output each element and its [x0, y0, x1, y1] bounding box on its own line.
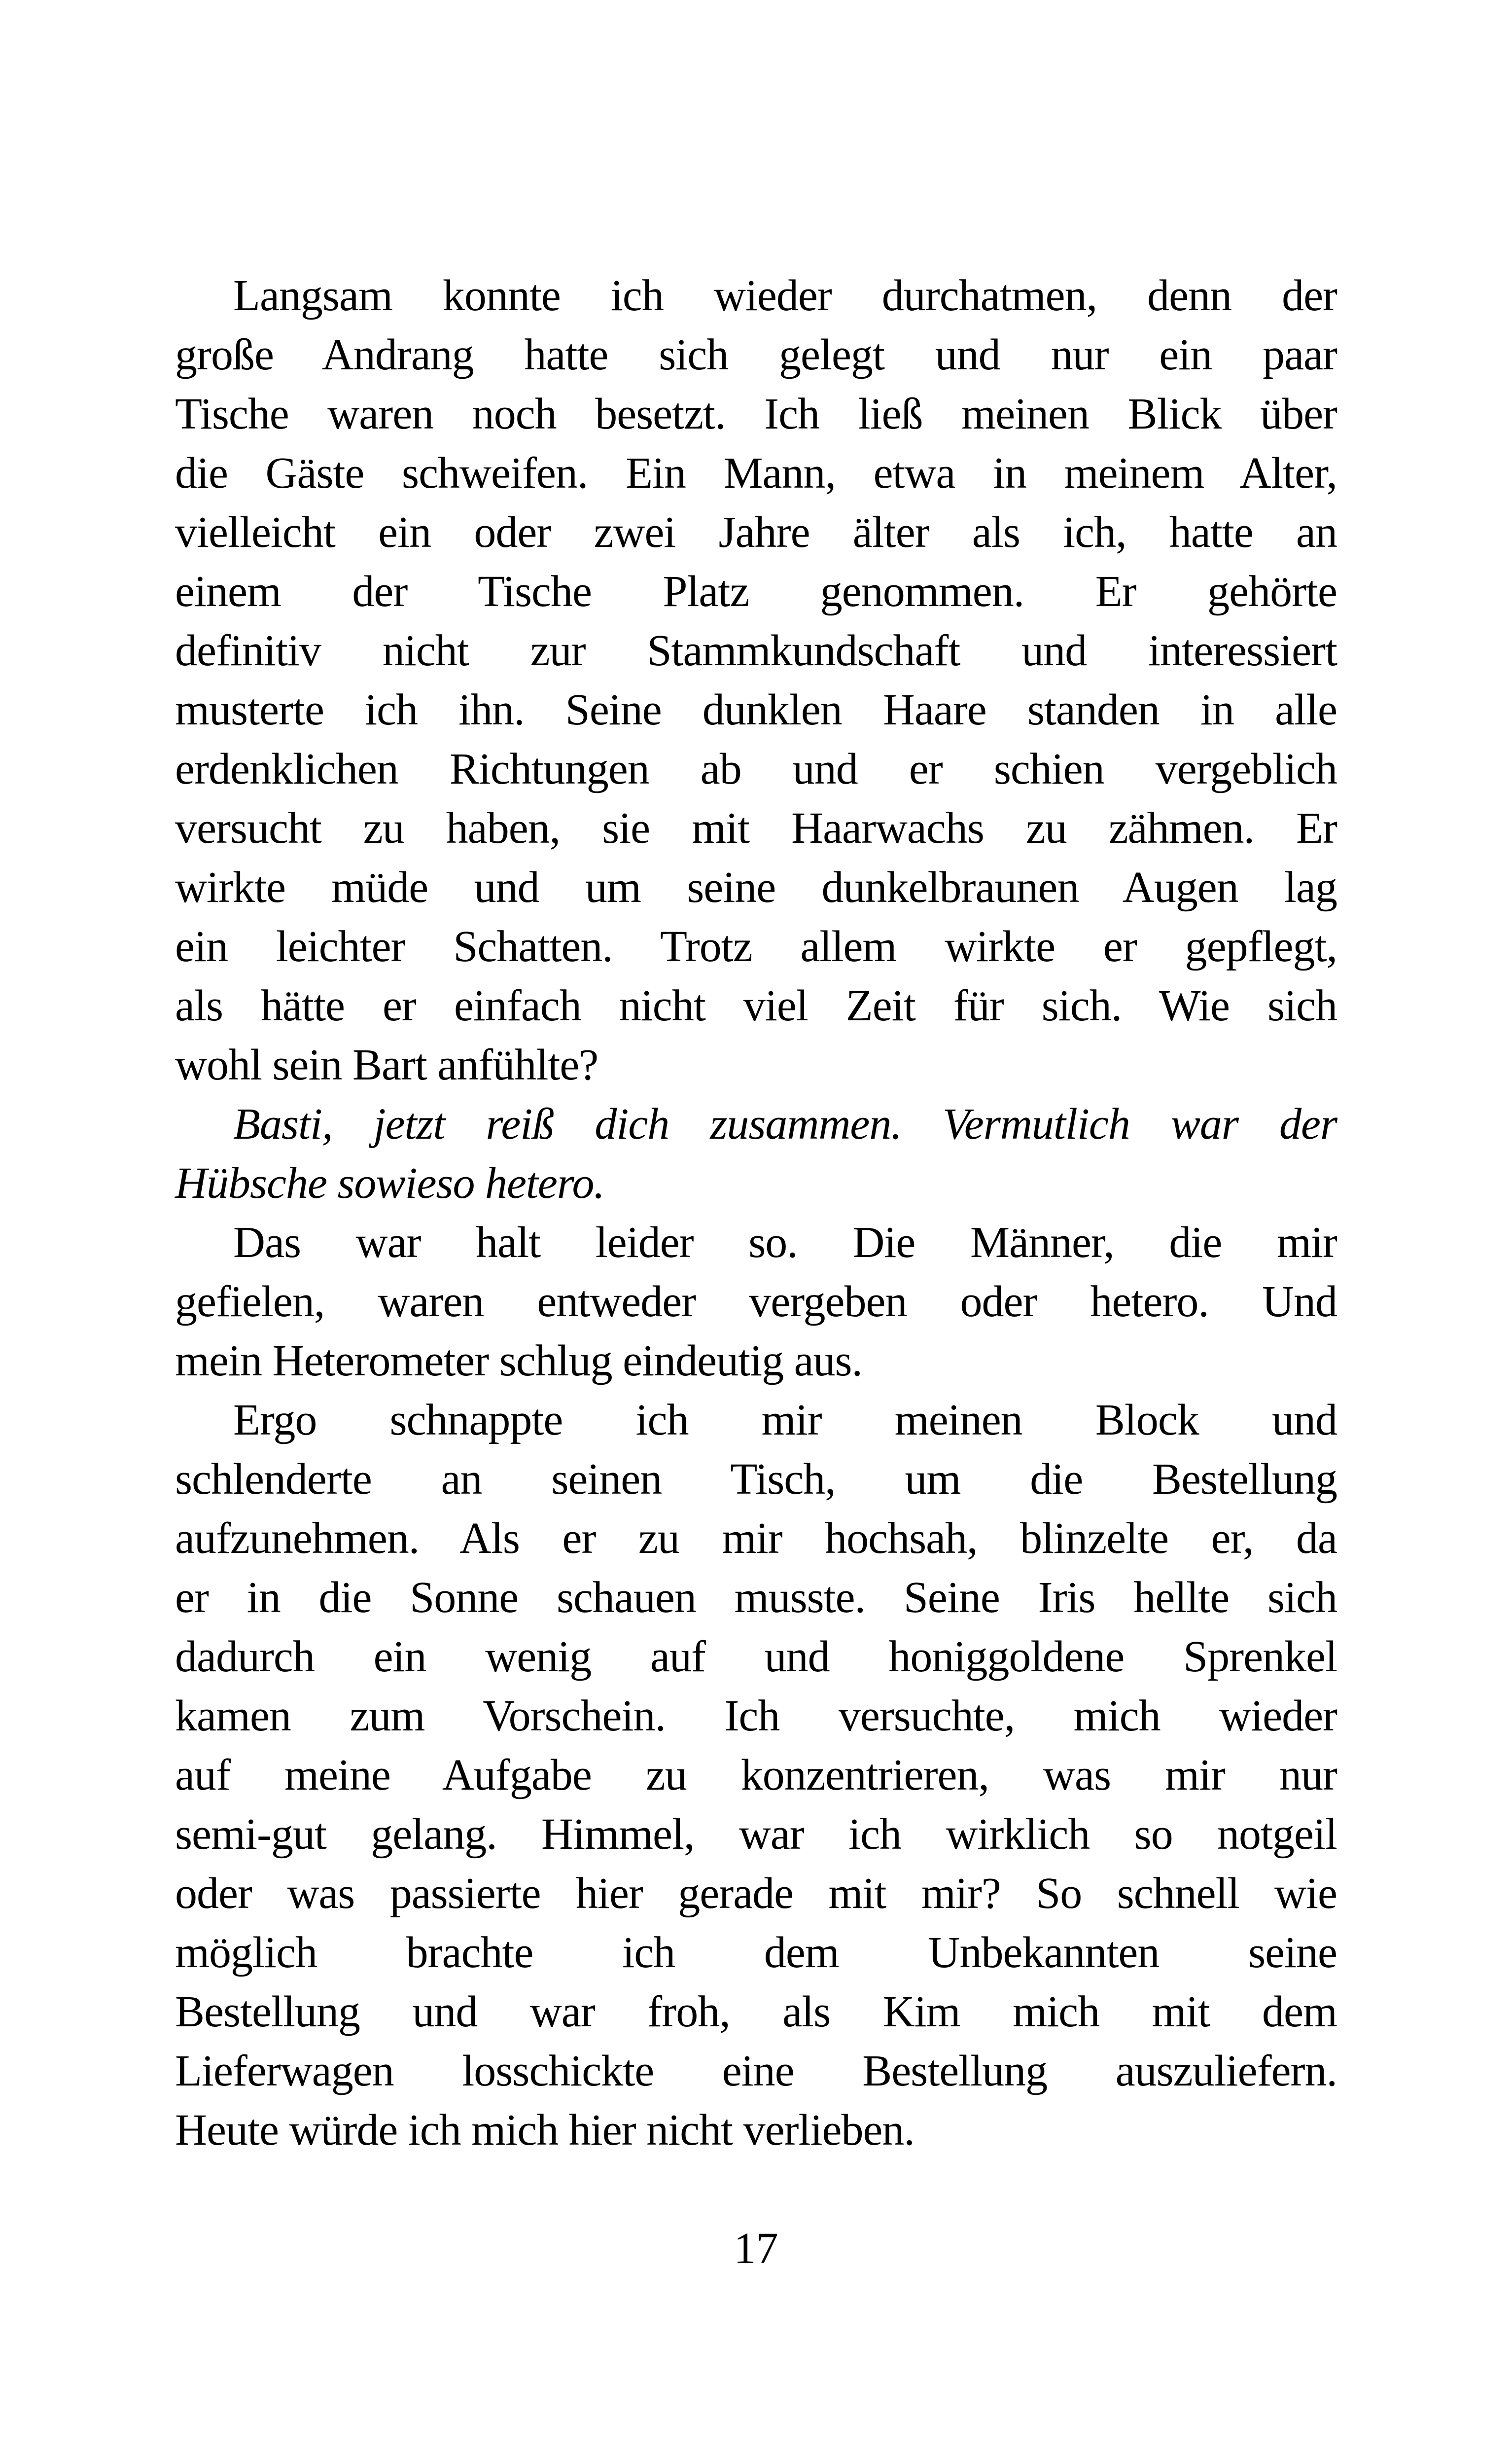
text-line: versucht zu haben, sie mit Haarwachs zu zähmen. Er	[175, 804, 1337, 853]
text-line: aufzunehmen. Als er zu mir hochsah, blinzelte er, da	[175, 1514, 1337, 1563]
text-line: dadurch ein wenig auf und honiggoldene Sprenkel	[175, 1632, 1337, 1681]
text-line: wirkte müde und um seine dunkelbraunen Augen lag	[175, 863, 1337, 912]
text-line: einem der Tische Platz genommen. Er gehörte	[175, 567, 1337, 616]
text-line: Basti, jetzt reiß dich zusammen. Vermutlich war der	[233, 1100, 1337, 1149]
text-line: Ergo schnappte ich mir meinen Block und	[233, 1396, 1337, 1444]
text-line: Heute würde ich mich hier nicht verlieben.	[175, 2106, 914, 2155]
text-line: vielleicht ein oder zwei Jahre älter als ich, hatte an	[175, 508, 1337, 557]
text-line: erdenklichen Richtungen ab und er schien vergeblich	[175, 745, 1337, 793]
page-number: 17	[734, 2224, 778, 2273]
text-line: semi-gut gelang. Himmel, war ich wirklich so notgeil	[175, 1810, 1337, 1859]
text-block	[175, 266, 1337, 2160]
text-line: gefielen, waren entweder vergeben oder hetero. Und	[175, 1277, 1337, 1326]
text-line: musterte ich ihn. Seine dunklen Haare standen in alle	[175, 685, 1337, 734]
text-line: als hätte er einfach nicht viel Zeit für sich. Wie sich	[175, 981, 1337, 1030]
text-line: große Andrang hatte sich gelegt und nur ein paar	[175, 330, 1337, 379]
text-line: die Gäste schweifen. Ein Mann, etwa in meinem Alter,	[175, 449, 1337, 498]
text-line: ein leichter Schatten. Trotz allem wirkte er gepflegt,	[175, 922, 1337, 971]
text-line: Tische waren noch besetzt. Ich ließ meinen Blick über	[175, 390, 1337, 438]
text-line: Bestellung und war froh, als Kim mich mit dem	[175, 1987, 1337, 2036]
text-line: mein Heterometer schlug eindeutig aus.	[175, 1336, 863, 1385]
text-line: Das war halt leider so. Die Männer, die mir	[233, 1218, 1337, 1267]
text-line: Lieferwagen losschickte eine Bestellung auszuliefern.	[175, 2047, 1337, 2095]
text-line: Langsam konnte ich wieder durchatmen, denn der	[233, 271, 1337, 320]
text-line: wohl sein Bart anfühlte?	[175, 1041, 598, 1089]
text-line: auf meine Aufgabe zu konzentrieren, was mir nur	[175, 1751, 1337, 1799]
text-line: er in die Sonne schauen musste. Seine Iris hellte sich	[175, 1573, 1337, 1622]
text-line: möglich brachte ich dem Unbekannten seine	[175, 1928, 1337, 1977]
text-line: schlenderte an seinen Tisch, um die Bestellung	[175, 1455, 1337, 1504]
text-line: Hübsche sowieso hetero.	[175, 1159, 605, 1208]
text-line: oder was passierte hier gerade mit mir? So schnell wie	[175, 1869, 1337, 1918]
text-line: kamen zum Vorschein. Ich versuchte, mich wieder	[175, 1691, 1337, 1740]
text-line: definitiv nicht zur Stammkundschaft und interessiert	[175, 626, 1337, 675]
